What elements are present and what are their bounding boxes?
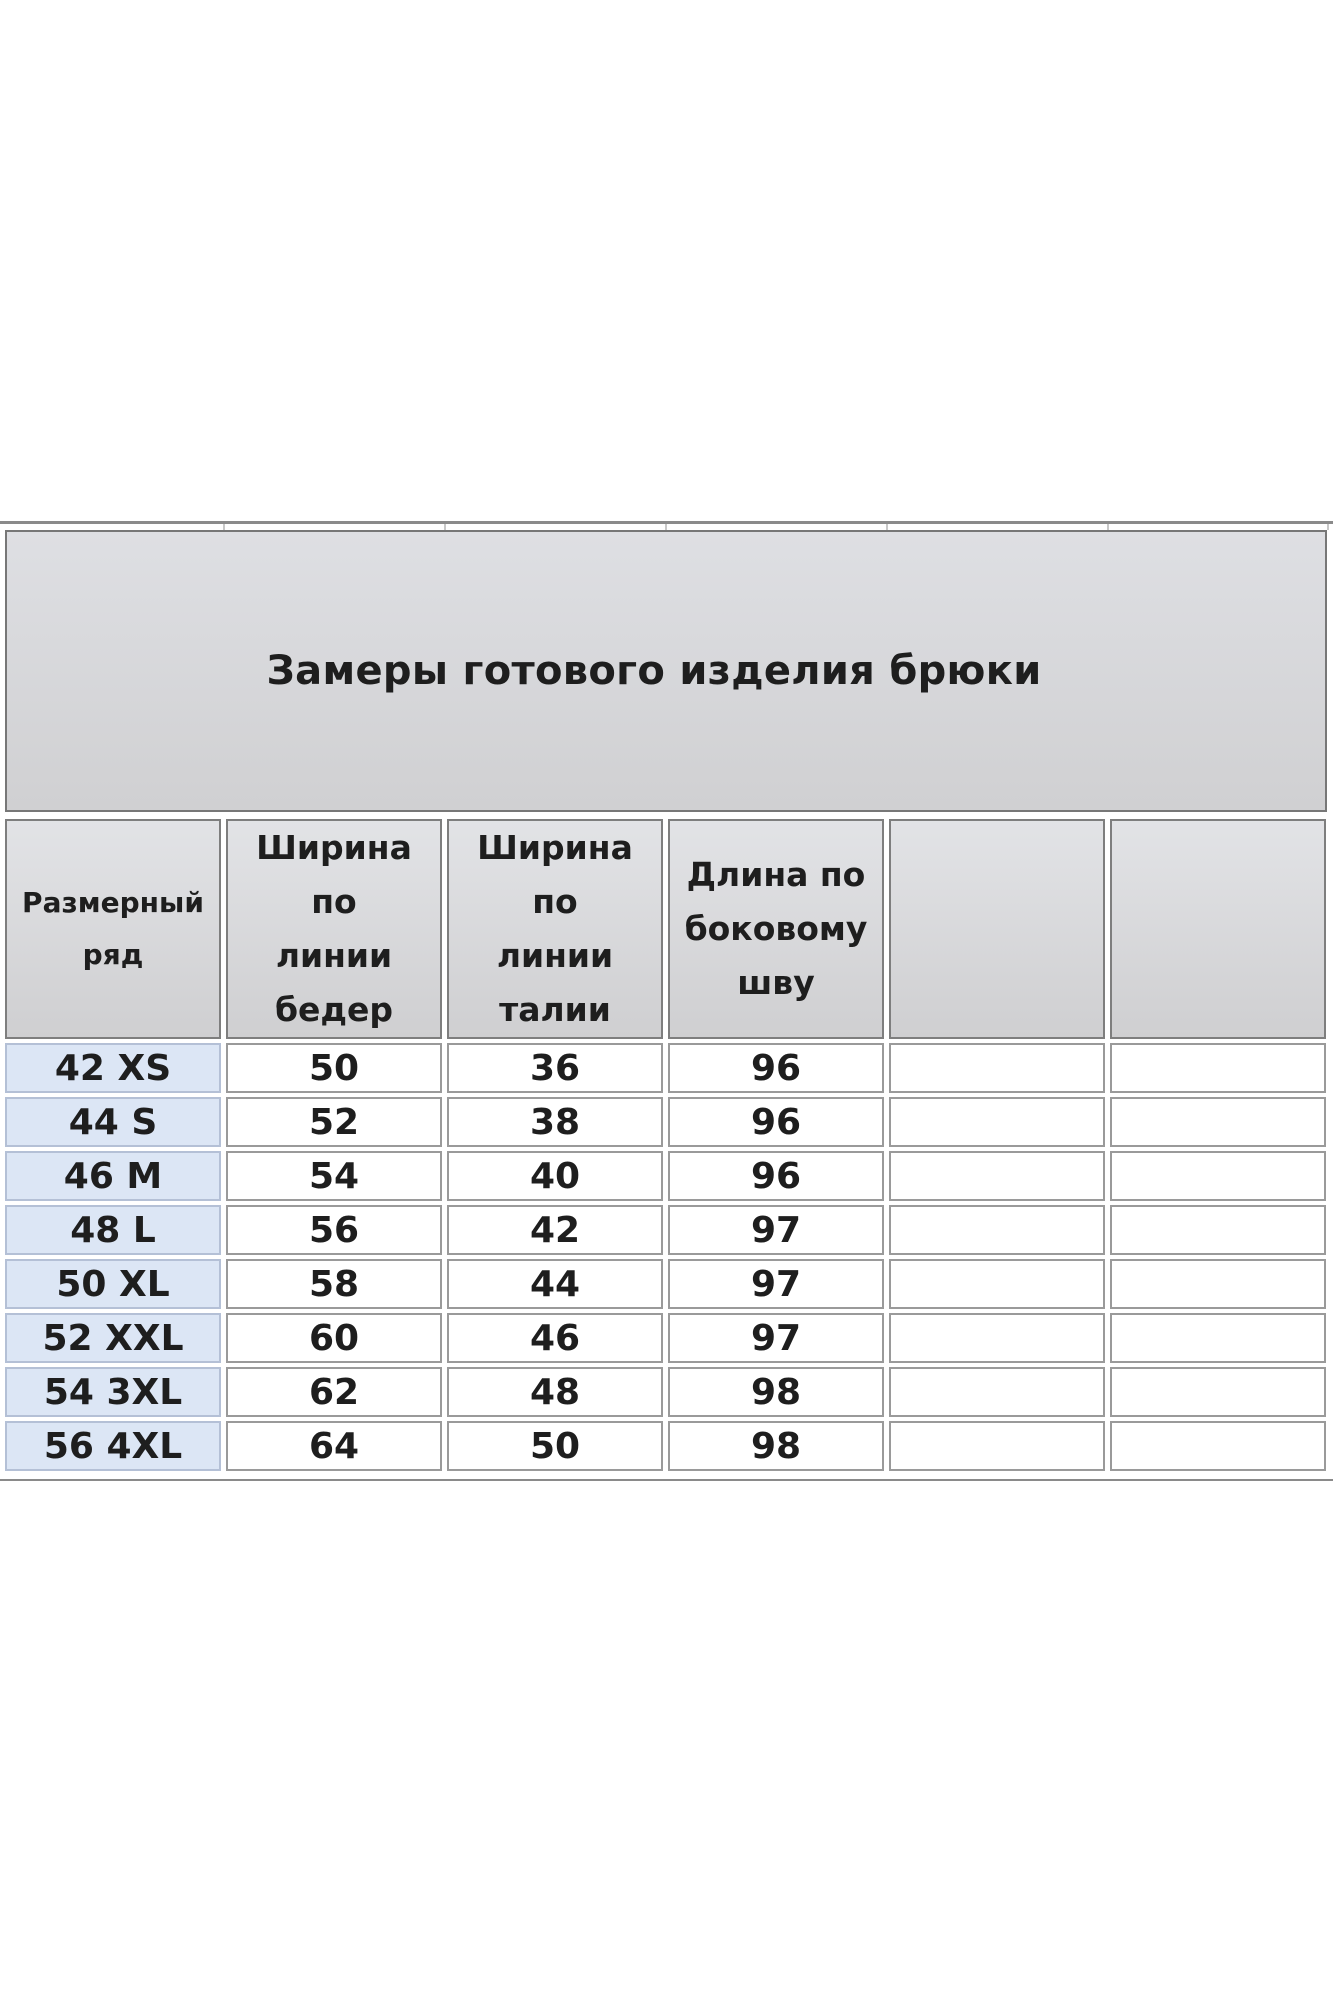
size-cell: 50 XL	[5, 1259, 221, 1309]
table-row	[5, 1151, 1326, 1201]
chart-title: Замеры готового изделия брюки	[266, 648, 1042, 694]
empty-cell	[1110, 1097, 1326, 1147]
length-cell: 97	[668, 1205, 884, 1255]
header-length-line-1: Длина по	[686, 855, 866, 894]
header-size-line-2: ряд	[82, 938, 144, 971]
empty-cell	[889, 1259, 1105, 1309]
empty-cell	[1110, 1367, 1326, 1417]
title-banner	[5, 530, 1327, 812]
empty-cell	[889, 1205, 1105, 1255]
hips-cell: 54	[226, 1151, 442, 1201]
header-waist-width	[447, 819, 663, 1039]
hips-cell: 64	[226, 1421, 442, 1471]
length-cell: 97	[668, 1313, 884, 1363]
header-waist-line-3: талии	[499, 990, 611, 1029]
waist-cell: 42	[447, 1205, 663, 1255]
empty-cell	[889, 1097, 1105, 1147]
header-row	[5, 819, 1326, 1039]
waist-cell: 36	[447, 1043, 663, 1093]
empty-cell	[889, 1043, 1105, 1093]
header-hips-line-2: линии	[275, 936, 393, 975]
table-row	[5, 1367, 1326, 1417]
length-cell: 96	[668, 1043, 884, 1093]
header-empty-1	[889, 819, 1105, 1039]
header-hips-width	[226, 819, 442, 1039]
empty-cell	[1110, 1151, 1326, 1201]
length-cell: 96	[668, 1097, 884, 1147]
header-size-line-1: Размерный	[22, 886, 204, 919]
table-row	[5, 1421, 1326, 1471]
size-chart-sheet	[0, 521, 1333, 1481]
waist-cell: 40	[447, 1151, 663, 1201]
header-waist-line-2: линии	[496, 936, 614, 975]
length-cell: 96	[668, 1151, 884, 1201]
header-size	[5, 819, 221, 1039]
empty-cell	[1110, 1259, 1326, 1309]
empty-cell	[889, 1367, 1105, 1417]
size-cell: 52 XXL	[5, 1313, 221, 1363]
header-hips-line-3: бедер	[274, 990, 394, 1029]
empty-cell	[1110, 1205, 1326, 1255]
empty-cell	[1110, 1421, 1326, 1471]
table-row	[5, 1043, 1326, 1093]
size-cell: 56 4XL	[5, 1421, 221, 1471]
table-row	[5, 1097, 1326, 1147]
table-row	[5, 1259, 1326, 1309]
waist-cell: 50	[447, 1421, 663, 1471]
empty-cell	[889, 1313, 1105, 1363]
hips-cell: 52	[226, 1097, 442, 1147]
size-table	[0, 815, 1331, 1475]
header-length-line-3: шву	[737, 963, 815, 1002]
size-cell: 44 S	[5, 1097, 221, 1147]
size-cell: 54 3XL	[5, 1367, 221, 1417]
header-length-line-2: боковому	[684, 909, 868, 948]
size-cell: 48 L	[5, 1205, 221, 1255]
empty-cell	[1110, 1313, 1326, 1363]
header-waist-line-1: Ширина по	[477, 828, 633, 921]
header-side-length	[668, 819, 884, 1039]
hips-cell: 50	[226, 1043, 442, 1093]
header-empty-2	[1110, 819, 1326, 1039]
empty-cell	[889, 1421, 1105, 1471]
header-hips-line-1: Ширина по	[256, 828, 412, 921]
length-cell: 98	[668, 1367, 884, 1417]
empty-cell	[889, 1151, 1105, 1201]
waist-cell: 46	[447, 1313, 663, 1363]
waist-cell: 38	[447, 1097, 663, 1147]
waist-cell: 44	[447, 1259, 663, 1309]
size-cell: 42 XS	[5, 1043, 221, 1093]
table-row	[5, 1205, 1326, 1255]
length-cell: 98	[668, 1421, 884, 1471]
hips-cell: 58	[226, 1259, 442, 1309]
waist-cell: 48	[447, 1367, 663, 1417]
length-cell: 97	[668, 1259, 884, 1309]
hips-cell: 60	[226, 1313, 442, 1363]
hips-cell: 62	[226, 1367, 442, 1417]
size-cell: 46 M	[5, 1151, 221, 1201]
empty-cell	[1110, 1043, 1326, 1093]
hips-cell: 56	[226, 1205, 442, 1255]
table-row	[5, 1313, 1326, 1363]
